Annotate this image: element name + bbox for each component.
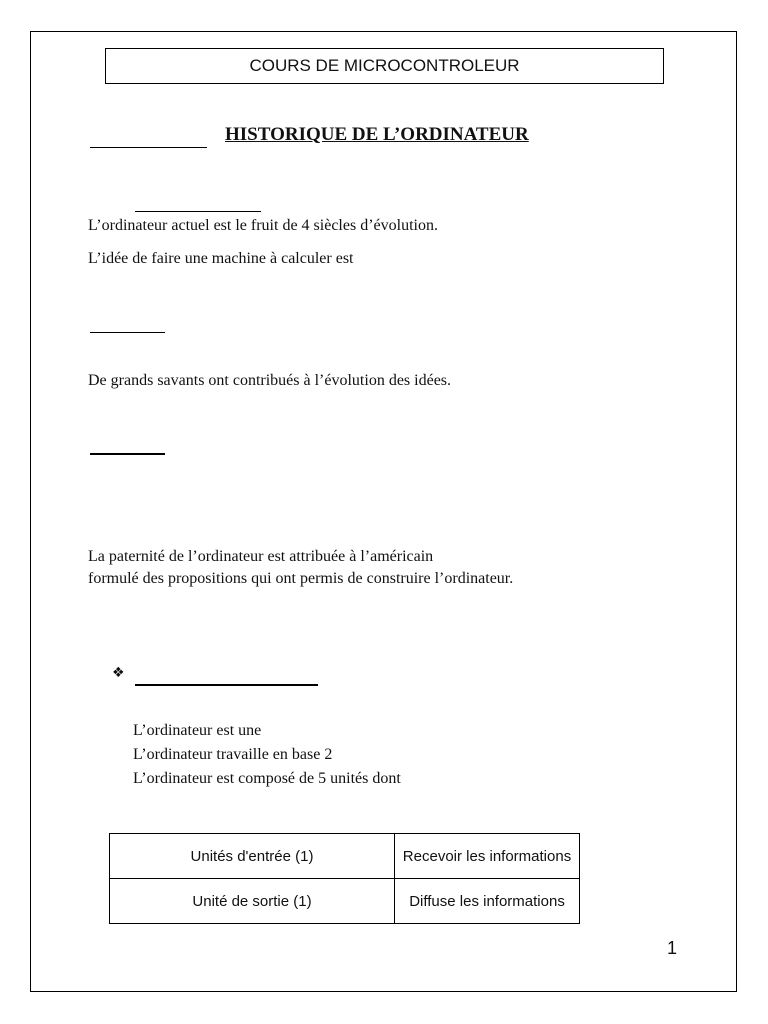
table-row <box>110 879 580 924</box>
table-row <box>110 834 580 879</box>
subheading-blank-line <box>135 211 261 212</box>
paragraph-calculating-machine: L’idée de faire une machine à calculer est <box>88 250 354 267</box>
paragraph-scientists: De grands savants ont contribués à l’évolution des idées. <box>88 372 452 389</box>
table-cell: Diffuse les informations <box>395 879 580 924</box>
paragraph-evolution: L’ordinateur actuel est le fruit de 4 siècles d’évolution. <box>88 217 438 234</box>
list-line-units: L’ordinateur est composé de 5 unités dont <box>133 770 401 787</box>
heading-blank-line <box>90 147 207 148</box>
section-blank-line-1 <box>90 332 165 333</box>
section-blank-line-2 <box>90 453 165 455</box>
list-line-definition: L’ordinateur est une <box>133 722 262 739</box>
list-line-base: L’ordinateur travaille en base 2 <box>133 746 333 763</box>
paragraph-propositions: formulé des propositions qui ont permis de construire l’ordinateur. <box>88 570 514 587</box>
main-heading: HISTORIQUE DE L’ORDINATEUR <box>225 124 529 145</box>
table-cell: Recevoir les informations <box>395 834 580 879</box>
table-cell: Unités d'entrée (1) <box>110 834 395 879</box>
table-cell: Unité de sortie (1) <box>110 879 395 924</box>
paragraph-paternity: La paternité de l’ordinateur est attribuée à l’américain <box>88 548 434 565</box>
page-number: 1 <box>667 938 678 958</box>
diamond-bullet-icon: ❖ <box>112 665 125 681</box>
bullet-blank-line <box>135 684 318 686</box>
units-table <box>109 833 580 924</box>
course-title: COURS DE MICROCONTROLEUR <box>105 48 664 84</box>
